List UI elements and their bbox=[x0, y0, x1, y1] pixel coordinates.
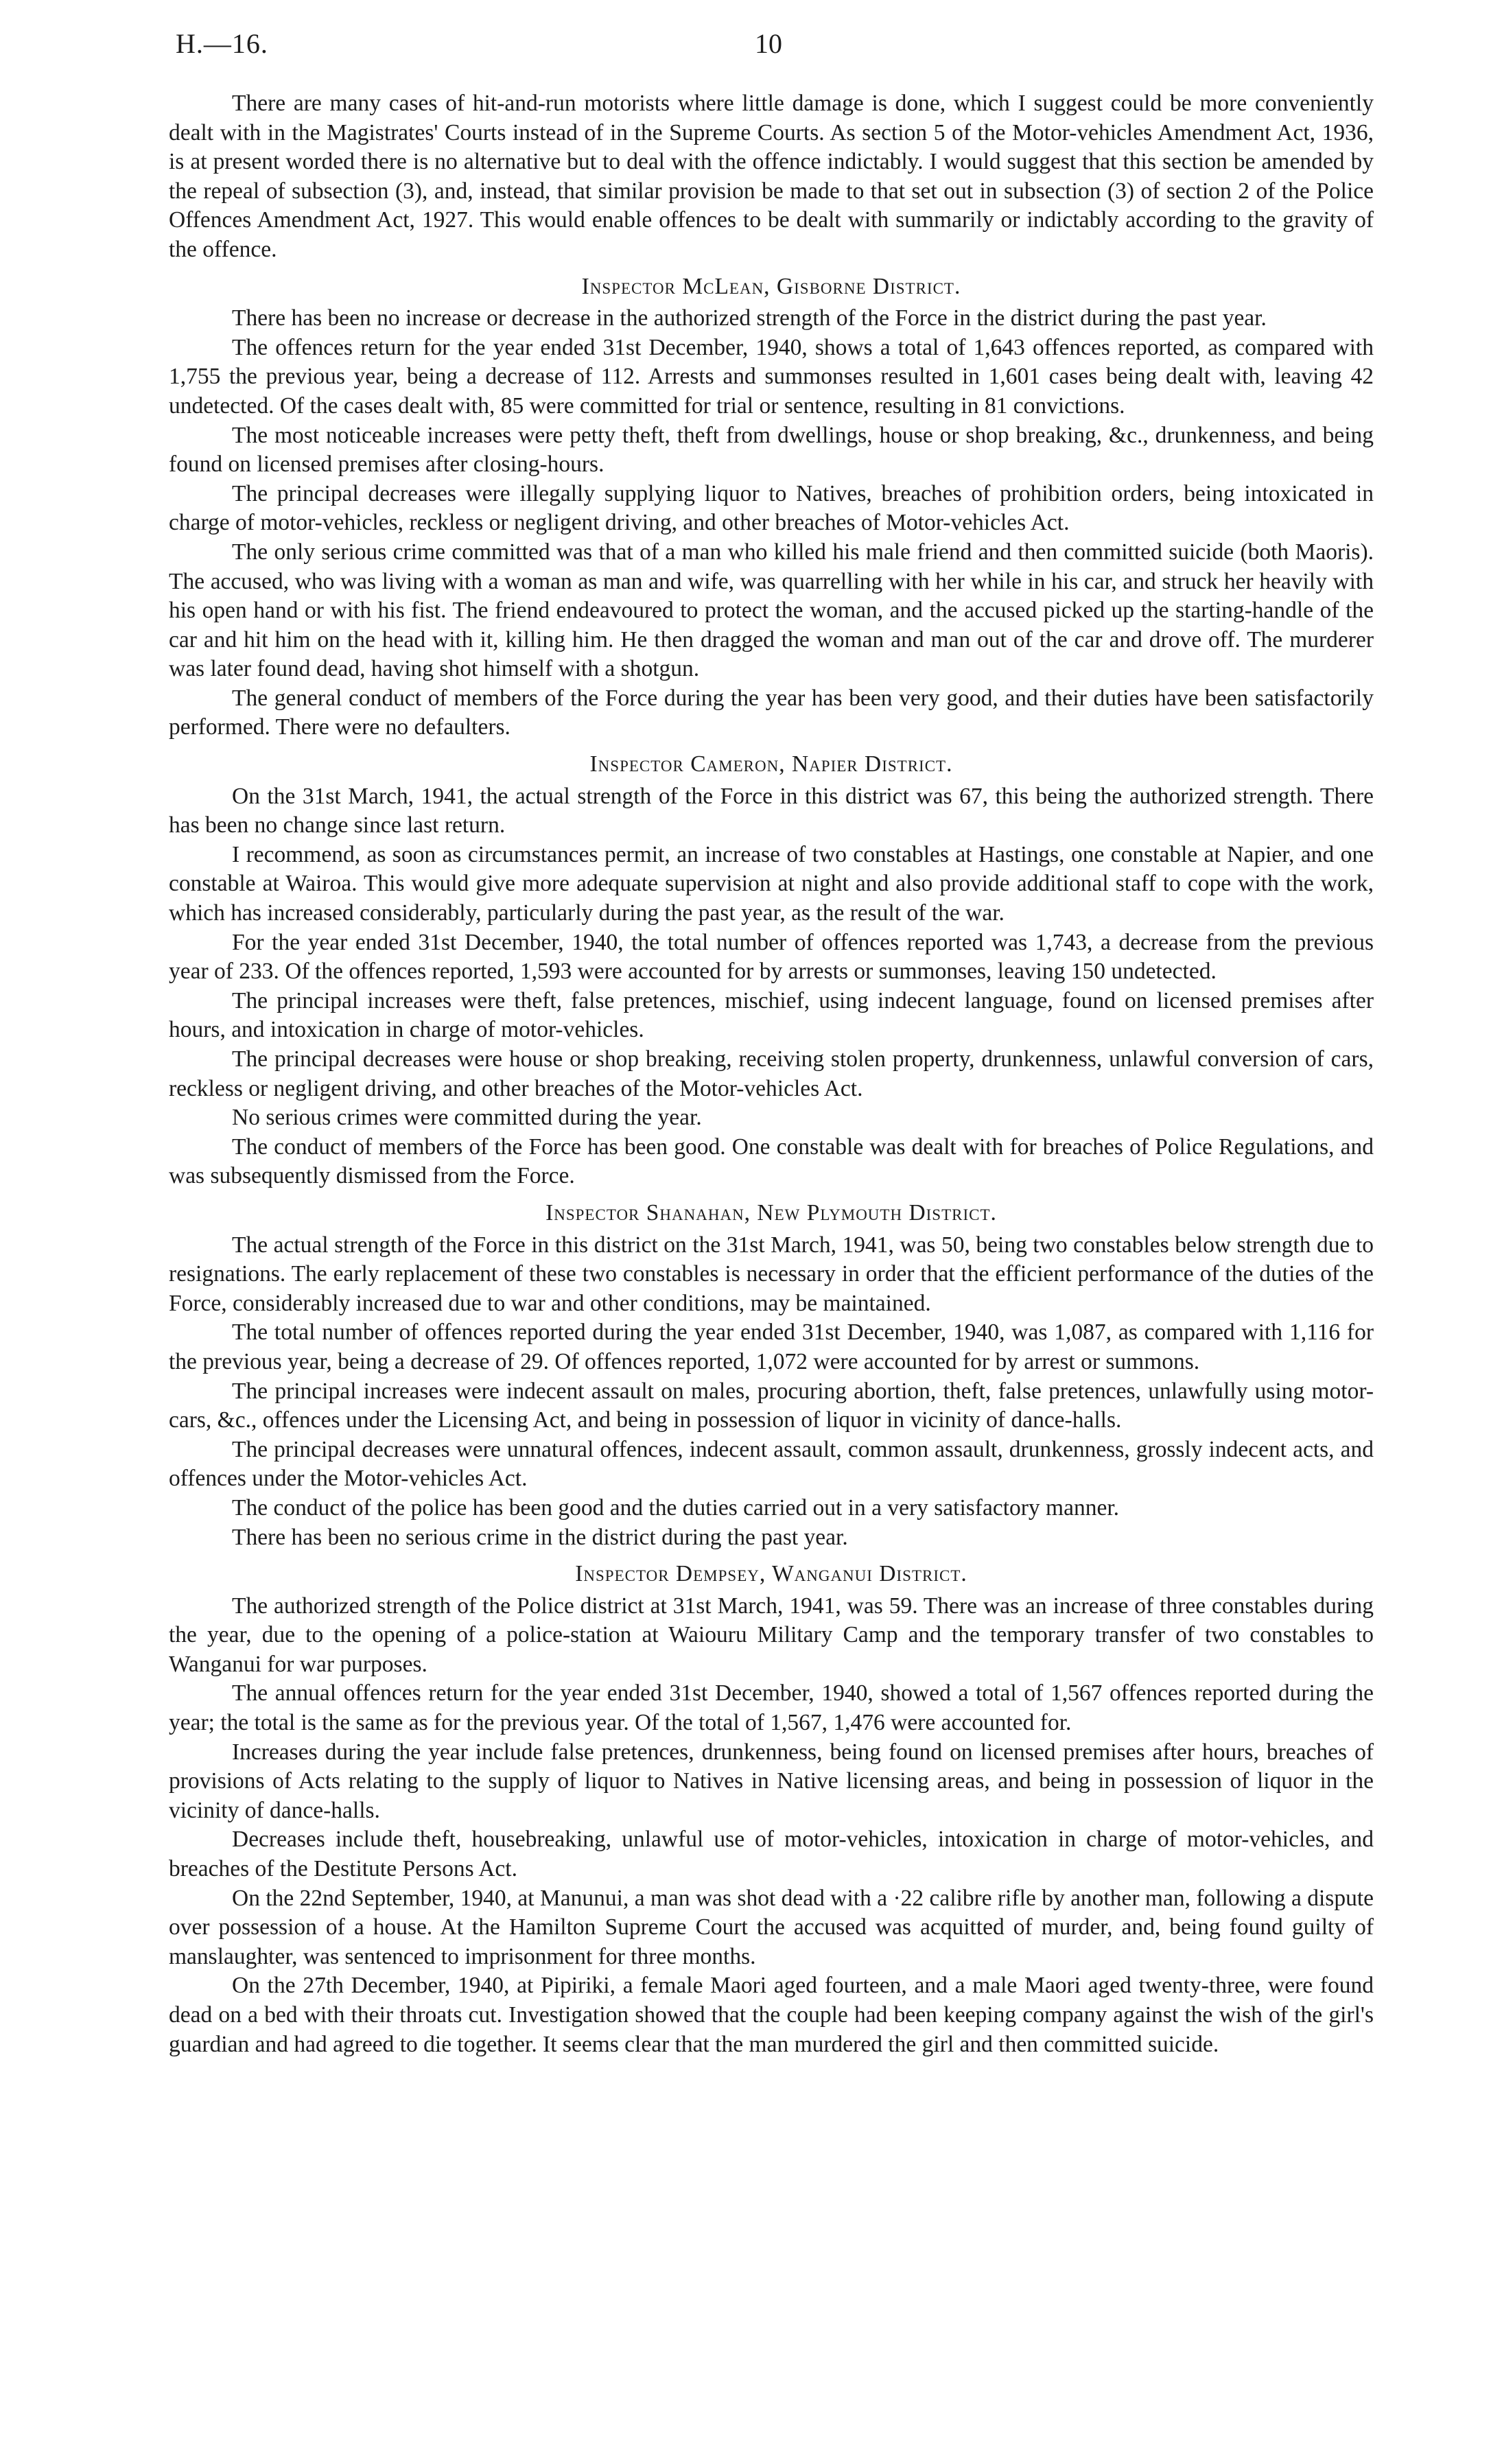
paragraph: The most noticeable increases were petty theft, theft from dwellings, house or shop breaking, &c., drunkenness, and being found on licensed premises after closing-hours. bbox=[169, 422, 1374, 478]
paragraph: The principal increases were indecent assault on males, procuring abortion, theft, false pretences, unlawfully using motor-cars, &c., offences under the Licensing Act, and being in possession of liquor in vicinity of dance-halls. bbox=[169, 1378, 1374, 1433]
paragraph: The actual strength of the Force in this district on the 31st March, 1941, was 50, being two constables below strength due to resignations. The early replacement of these two constables is necessary in order that the efficient performance of the duties of the Force, considerably increased due to war and other conditions, may be maintained. bbox=[169, 1232, 1374, 1316]
paragraph: The principal decreases were unnatural offences, indecent assault, common assault, drunkenness, grossly indecent acts, and offences under the Motor-vehicles Act. bbox=[169, 1436, 1374, 1492]
page-number: 10 bbox=[755, 28, 782, 59]
paragraph: Decreases include theft, housebreaking, unlawful use of motor-vehicles, intoxication in charge of motor-vehicles, and breaches of the Destitute Persons Act. bbox=[169, 1827, 1374, 1882]
paragraph: For the year ended 31st December, 1940, the total number of offences reported was 1,743, a decrease from the previous year of 233. Of the offences reported, 1,593 were accounted for by arrests or summonses, leaving 150 undetected. bbox=[169, 929, 1374, 985]
paragraph: On the 22nd September, 1940, at Manunui, a man was shot dead with a ·22 calibre rifle by another man, following a dispute over possession of a house. At the Hamilton Supreme Court the accused was acquitted of murder, and, being found guilty of manslaughter, was sentenced to imprisonment for three months. bbox=[169, 1885, 1374, 1969]
paragraph: The principal increases were theft, false pretences, mischief, using indecent language, found on licensed premises after hours, and intoxication in charge of motor-vehicles. bbox=[169, 987, 1374, 1043]
paragraph: No serious crimes were committed during the year. bbox=[232, 1105, 702, 1131]
paragraph: The authorized strength of the Police district at 31st March, 1941, was 59. There was an increase of three constables during the year, due to the opening of a police-station at Waiouru Military Camp and the temporary transfer of two constables to Wanganui for war purposes. bbox=[169, 1593, 1374, 1677]
paragraph: The offences return for the year ended 31st December, 1940, shows a total of 1,643 offences reported, as compared with 1,755 the previous year, being a decrease of 112. Arrests and summonses resulted in 1,601 cases being dealt with, leaving 42 undetected. Of the cases dealt with, 85 were committed for trial or sentence, resulting in 81 convictions. bbox=[169, 334, 1374, 419]
paragraph: On the 27th December, 1940, at Pipiriki, a female Maori aged fourteen, and a male Maori aged twenty-three, were found dead on a bed with their throats cut. Investigation showed that the couple had been keeping company against the wish of the girl's guardian and had agreed to die together. It seems clear that the man murdered the girl and then committed suicide. bbox=[169, 1973, 1374, 2057]
section-heading: Inspector Cameron, Napier District. bbox=[589, 751, 953, 777]
section-intro bbox=[169, 89, 1374, 265]
section-heading: Inspector McLean, Gisborne District. bbox=[581, 273, 961, 299]
paragraph: On the 31st March, 1941, the actual strength of the Force in this district was 67, this being the authorized strength. There has been no change since last return. bbox=[169, 783, 1374, 838]
paragraph: The conduct of the police has been good and the duties carried out in a very satisfactory manner. bbox=[232, 1494, 1120, 1521]
section-gisborne bbox=[169, 265, 1374, 743]
paragraph: There has been no increase or decrease in the authorized strength of the Force in the district during the past year. bbox=[232, 305, 1267, 331]
paragraph: The principal decreases were illegally supplying liquor to Natives, breaches of prohibition orders, being intoxicated in charge of motor-vehicles, reckless or negligent driving, and other breaches of Motor-vehicles Act. bbox=[169, 480, 1374, 536]
paragraph: The conduct of members of the Force has been good. One constable was dealt with for breaches of Police Regulations, and was subsequently dismissed from the Force. bbox=[169, 1134, 1374, 1189]
paragraph: Increases during the year include false pretences, drunkenness, being found on licensed premises after hours, breaches of provisions of Acts relating to the supply of liquor to Natives in Native licensing areas, and being in possession of liquor in the vicinity of dance-halls. bbox=[169, 1739, 1374, 1823]
report-body bbox=[169, 89, 1374, 2059]
paragraph: There has been no serious crime in the district during the past year. bbox=[232, 1524, 848, 1550]
section-heading: Inspector Shanahan, New Plymouth District. bbox=[545, 1199, 997, 1225]
section-napier bbox=[169, 742, 1374, 1191]
paragraph: The only serious crime committed was that of a man who killed his male friend and then committed suicide (both Maoris). The accused, who was living with a woman as man and wife, was quarrelling with her while in his car, and struck her heavily with his open hand or with his fist. The friend endeavoured to protect the woman, and the accused picked up the starting-handle of the car and hit him on the head with it, killing him. He then dragged the woman and man out of the car and drove off. The murderer was later found dead, having shot himself with a shotgun. bbox=[169, 539, 1374, 682]
paragraph: The total number of offences reported during the year ended 31st December, 1940, was 1,087, as compared with 1,116 for the previous year, being a decrease of 29. Of offences reported, 1,072 were accounted for by arrest or summons. bbox=[169, 1319, 1374, 1374]
paragraph: The principal decreases were house or shop breaking, receiving stolen property, drunkenness, unlawful conversion of cars, reckless or negligent driving, and other breaches of the Motor-vehicles Act. bbox=[169, 1046, 1374, 1101]
document-reference: H.—16. bbox=[176, 28, 268, 59]
paragraph: The annual offences return for the year ended 31st December, 1940, showed a total of 1,567 offences reported during the year; the total is the same as for the previous year. Of the total of 1,567, 1,476 were accounted for. bbox=[169, 1680, 1374, 1736]
paragraph: There are many cases of hit-and-run motorists where little damage is done, which I suggest could be more conveniently dealt with in the Magistrates' Courts instead of in the Supreme Courts. As section 5 of the Motor-vehicles Amendment Act, 1936, is at present worded there is no alternative but to deal with the offence indictably. I would suggest that this section be amended by the repeal of subsection (3), and, instead, that similar provision be made to that set out in subsection (3) of section 2 of the Police Offences Amendment Act, 1927. This would enable offences to be dealt with summarily or indictably according to the gravity of the offence. bbox=[169, 91, 1374, 262]
section-heading: Inspector Dempsey, Wanganui District. bbox=[575, 1561, 967, 1587]
section-wanganui bbox=[169, 1552, 1374, 2059]
paragraph: The general conduct of members of the Force during the year has been very good, and their duties have been satisfactorily performed. There were no defaulters. bbox=[169, 685, 1374, 740]
section-new-plymouth bbox=[169, 1191, 1374, 1552]
paragraph: I recommend, as soon as circumstances permit, an increase of two constables at Hastings, one constable at Napier, and one constable at Wairoa. This would give more adequate supervision at night and also provide additional staff to cope with the work, which has increased considerably, particularly during the past year, as the result of the war. bbox=[169, 841, 1374, 926]
